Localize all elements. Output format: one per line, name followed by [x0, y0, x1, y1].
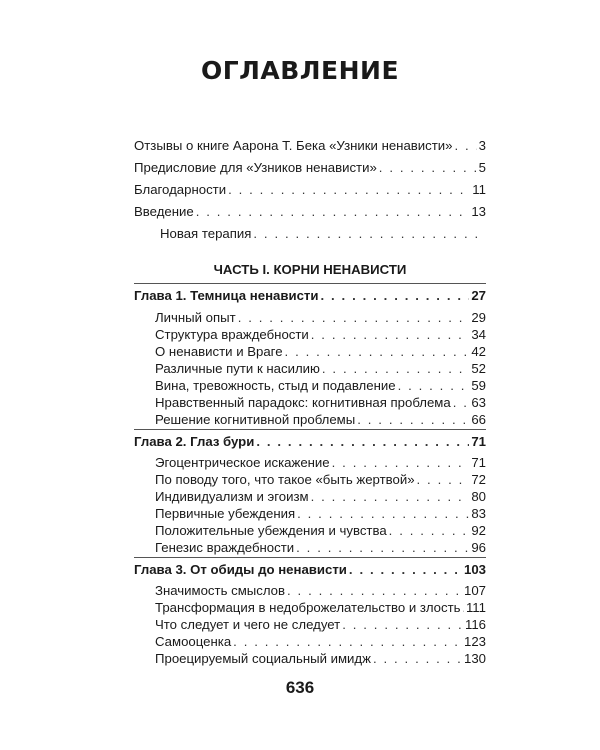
section-page: 34: [471, 327, 486, 342]
dot-leader: [379, 160, 477, 176]
entry-title: Предисловие для «Узников ненависти»: [134, 160, 377, 175]
chapter-divider: [134, 429, 486, 430]
section-title: Структура враждебности: [155, 327, 309, 342]
dot-leader: [233, 634, 462, 650]
toc-section[interactable]: [155, 378, 486, 394]
section-title: Положительные убеждения и чувства: [155, 523, 387, 538]
dot-leader: [287, 583, 462, 599]
chapter-divider: [134, 283, 486, 284]
chapter-page: 27: [471, 288, 486, 303]
section-page: 63: [471, 395, 486, 410]
toc-chapter-2[interactable]: [134, 434, 486, 450]
dot-leader: [463, 600, 464, 616]
toc-chapter-3[interactable]: [134, 562, 486, 578]
part-heading: ЧАСТЬ I. КОРНИ НЕНАВИСТИ: [213, 262, 407, 277]
toc-section[interactable]: [155, 617, 486, 633]
toc-section[interactable]: [155, 540, 486, 556]
toc-section[interactable]: [155, 489, 486, 505]
section-title: Генезис враждебности: [155, 540, 295, 555]
dot-leader: [453, 395, 470, 411]
toc-section[interactable]: [155, 327, 486, 343]
section-title: Проецируемый социальный имидж: [155, 651, 371, 666]
dot-leader: [373, 651, 462, 667]
section-title: Решение когнитивной проблемы: [155, 412, 356, 427]
entry-page: 5: [478, 160, 486, 175]
section-title: Личный опыт: [155, 310, 236, 325]
chapter-title: Глава 2. Глаз бури: [134, 434, 255, 449]
section-page: 83: [471, 506, 486, 521]
section-page: 92: [471, 523, 486, 538]
toc-entry-reviews[interactable]: [134, 138, 486, 154]
toc-section[interactable]: [155, 651, 486, 667]
section-title: Что следует и чего не следует: [155, 617, 341, 632]
toc-section[interactable]: [155, 583, 486, 599]
section-page: 116: [464, 617, 486, 632]
dot-leader: [398, 378, 470, 394]
chapter-page: 103: [463, 562, 486, 577]
section-title: Различные пути к насилию: [155, 361, 320, 376]
dot-leader: [389, 523, 470, 539]
section-title: Трансформация в недоброжелательство и злость: [155, 600, 461, 615]
section-page: 72: [471, 472, 486, 487]
toc-entry-preface[interactable]: [134, 160, 486, 176]
section-page: 123: [463, 634, 486, 649]
section-title: О ненависти и Враге: [155, 344, 283, 359]
toc-entry-acknowledgements[interactable]: [134, 182, 486, 198]
dot-leader: [253, 226, 484, 242]
section-page: 71: [471, 455, 486, 470]
dot-leader: [296, 540, 469, 556]
section-title: Первичные убеждения: [155, 506, 296, 521]
section-page: 42: [471, 344, 486, 359]
toc-section[interactable]: [155, 600, 486, 616]
section-page: 29: [471, 310, 486, 325]
dot-leader: [311, 327, 470, 343]
entry-page: 11: [472, 182, 486, 197]
section-page: 107: [463, 583, 486, 598]
section-page: 96: [471, 540, 486, 555]
dot-leader: [455, 138, 477, 154]
toc-section[interactable]: [155, 344, 486, 360]
dot-leader: [357, 412, 469, 428]
section-title: Индивидуализм и эгоизм: [155, 489, 309, 504]
toc-chapter-1[interactable]: [134, 288, 486, 304]
toc-section[interactable]: [155, 412, 486, 428]
toc-section[interactable]: [155, 634, 486, 650]
dot-leader: [285, 344, 470, 360]
section-title: Значимость смыслов: [155, 583, 286, 598]
chapter-divider: [134, 557, 486, 558]
chapter-title: Глава 3. От обиды до ненависти: [134, 562, 347, 577]
dot-leader: [196, 204, 470, 220]
section-title: Вина, тревожность, стыд и подавление: [155, 378, 396, 393]
chapter-page: 71: [471, 434, 486, 449]
dot-leader: [256, 434, 469, 450]
dot-leader: [228, 182, 470, 198]
toc-entry-new-therapy[interactable]: [160, 226, 486, 242]
section-page: 111: [465, 600, 486, 615]
page-title: ОГЛАВЛЕНИЕ: [200, 56, 400, 85]
toc-section[interactable]: [155, 310, 486, 326]
toc-section[interactable]: [155, 523, 486, 539]
dot-leader: [238, 310, 470, 326]
entry-title: Отзывы о книге Аарона Т. Бека «Узники ненависти»: [134, 138, 453, 153]
section-title: Нравственный парадокс: когнитивная проблема: [155, 395, 451, 410]
toc-section[interactable]: [155, 506, 486, 522]
dot-leader: [321, 288, 470, 304]
entry-title: Благодарности: [134, 182, 227, 197]
entry-title: Введение: [134, 204, 194, 219]
section-page: 80: [471, 489, 486, 504]
section-page: 59: [471, 378, 486, 393]
chapter-title: Глава 1. Темница ненависти: [134, 288, 319, 303]
section-page: 52: [471, 361, 486, 376]
section-page: 130: [463, 651, 486, 666]
dot-leader: [342, 617, 463, 633]
toc-section[interactable]: [155, 395, 486, 411]
entry-page: 13: [471, 204, 486, 219]
toc-section[interactable]: [155, 472, 486, 488]
toc-section[interactable]: [155, 455, 486, 471]
entry-page: 3: [478, 138, 486, 153]
page-number: 636: [285, 678, 315, 697]
dot-leader: [297, 506, 469, 522]
section-title: Эгоцентрическое искажение: [155, 455, 330, 470]
toc-section[interactable]: [155, 361, 486, 377]
dot-leader: [332, 455, 470, 471]
dot-leader: [417, 472, 470, 488]
toc-entry-introduction[interactable]: [134, 204, 486, 220]
dot-leader: [349, 562, 462, 578]
dot-leader: [311, 489, 470, 505]
section-title: По поводу того, что такое «быть жертвой»: [155, 472, 415, 487]
section-title: Самооценка: [155, 634, 232, 649]
entry-title: Новая терапия: [160, 226, 252, 241]
dot-leader: [322, 361, 469, 377]
section-page: 66: [471, 412, 486, 427]
